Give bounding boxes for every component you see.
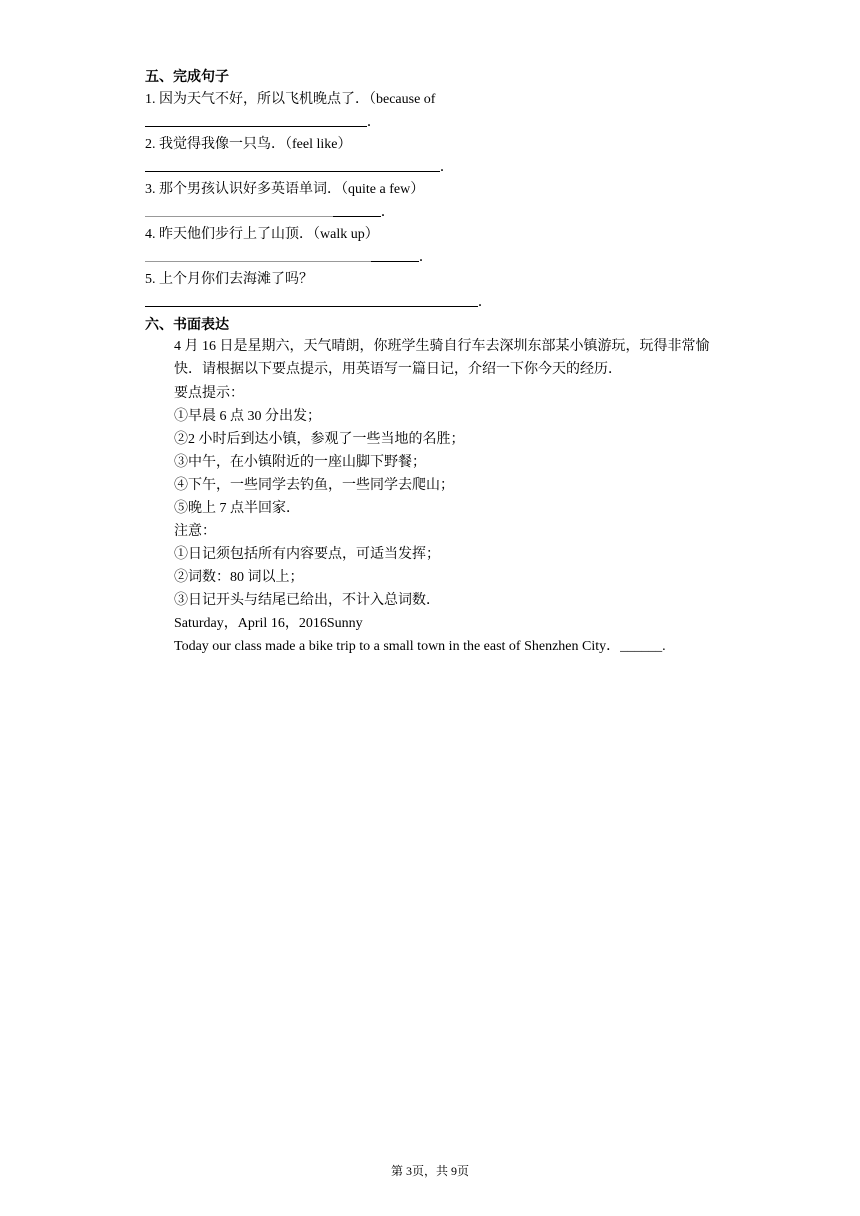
question-3: 3. 那个男孩认识好多英语单词．（quite a few） xyxy=(145,182,425,197)
question-2: 2. 我觉得我像一只鸟．（feel like） xyxy=(145,137,352,152)
answer-blank-5[interactable] xyxy=(145,293,482,311)
blank-period: . xyxy=(478,293,482,310)
diary-first-line: Today our class made a bike trip to a small town in the east of Shenzhen City．______. xyxy=(174,639,666,654)
hint-3: ③中午，在小镇附近的一座山脚下野餐； xyxy=(174,455,426,470)
hint-1: ①早晨 6 点 30 分出发； xyxy=(174,409,321,424)
page-footer: 第 3页，共 9页 xyxy=(390,1164,469,1178)
question-5: 5. 上个月你们去海滩了吗？ xyxy=(145,272,313,287)
blank-period: . xyxy=(367,113,371,130)
note-3: ③日记开头与结尾已给出，不计入总词数． xyxy=(174,593,440,608)
note-2: ②词数：80 词以上； xyxy=(174,570,304,585)
section-5-title: 五、完成句子 xyxy=(145,69,229,85)
writing-prompt: 4 月 16 日是星期六，天气晴朗，你班学生骑自行车去深圳东部某小镇游玩，玩得非常愉快．请根据以下要点提示，用英语写一篇日记，介绍一下你今天的经历． xyxy=(174,339,710,378)
hint-2: ②2 小时后到达小镇，参观了一些当地的名胜； xyxy=(174,432,465,447)
question-4: 4. 昨天他们步行上了山顶．（walk up） xyxy=(145,227,379,242)
hint-5: ⑤晚上 7 点半回家． xyxy=(174,501,300,516)
hint-4: ④下午，一些同学去钓鱼，一些同学去爬山； xyxy=(174,478,454,493)
hints-label: 要点提示： xyxy=(174,386,244,401)
blank-period: . xyxy=(381,203,385,220)
answer-blank-2[interactable] xyxy=(145,158,444,176)
note-1: ①日记须包括所有内容要点，可适当发挥； xyxy=(174,547,440,562)
answer-blank-1[interactable] xyxy=(145,113,371,131)
answer-blank-3[interactable] xyxy=(145,203,385,221)
blank-period: . xyxy=(440,158,444,175)
notes-label: 注意： xyxy=(174,524,216,539)
section-6-title: 六、书面表达 xyxy=(145,317,229,333)
question-1: 1. 因为天气不好，所以飞机晚点了．（because of xyxy=(145,92,436,107)
diary-header: Saturday，April 16，2016Sunny xyxy=(174,616,363,631)
answer-blank-4[interactable] xyxy=(145,248,423,266)
blank-period: . xyxy=(419,248,423,265)
